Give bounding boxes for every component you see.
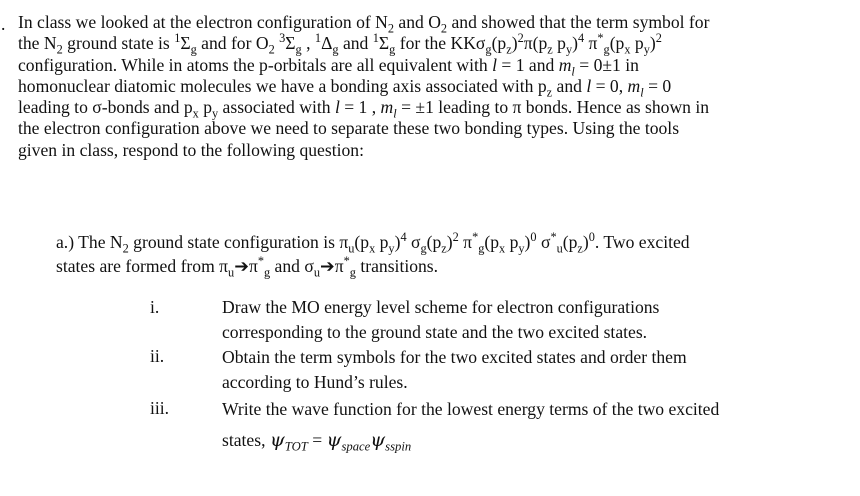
intro-line-1: In class we looked at the electron configuration of $N_2$ and $O_2$ and showed that the term symbol for — [18, 12, 710, 36]
part-a-line-2: states are formed from $\pi_u➔\pi^*_g$ and $\sigma_u➔\pi^*_g$ transitions. — [56, 254, 439, 280]
wavefunction-line: states, $\psi_{TOT} = \psi_{space}\psi_{sspin}$ — [222, 428, 412, 453]
bullet-marker: . — [1, 14, 6, 34]
intro-line-6: the electron configuration above we need to separate these two bonding types. Using the tools — [18, 118, 680, 139]
arrow-right-icon: ➔ — [234, 256, 249, 276]
psi-symbol: ψ — [269, 428, 285, 451]
sub-item-text: Write the wave function for the lowest energy terms of the two excited states, $\psi_{TOT} = \psi_{space}\psi_{sspin}$ — [222, 399, 720, 453]
psi-symbol: ψ — [370, 428, 386, 451]
psi-symbol: ψ — [326, 428, 342, 451]
intro-line-4: homonuclear diatomic molecules we have a bonding axis associated with $p_z$ and l = 0, $m_l = 0$ — [18, 75, 672, 100]
intro-line-3: configuration. While in atoms the p-orbitals are all equivalent with l = 1 and $m_l = 0\pm 1$ in — [18, 54, 639, 79]
sub-item-text: Draw the MO energy level scheme for electron configurations corresponding to the ground state and the two excited states. — [222, 297, 660, 342]
sub-item-number: ii. — [150, 346, 165, 366]
arrow-right-icon: ➔ — [320, 256, 335, 276]
sub-item-number: iii. — [150, 398, 170, 418]
sub-item-number: i. — [150, 297, 160, 317]
intro-line-2: the $N_2$ ground state is $^1\Sigma_g$ and for $O_2$ $^3\Sigma_g$ , $^1\Delta_g$ and $^1\Sigma_g$ for the $KK\sigma_g(p_z)^2\pi(p_z$ $p_y)^4$ $\pi^*_g(p_x$ $p_y)^2$ — [18, 31, 662, 57]
part-a-line-1: a.) The $N_2$ ground state configuration is $\pi_u(p_x$ $p_y)^4$ $\sigma_g(p_z)^2$ $\pi^*_g(p_x$ $p_y)^0$ $\sigma^*_u(p_z)^0$. Two excited — [56, 230, 690, 256]
intro-paragraph — [18, 12, 848, 161]
part-a-question — [56, 230, 846, 278]
intro-line-5: leading to σ-bonds and $p_x$ $p_y$ associated with l = 1 , $m_l = \pm 1$ leading to π bonds. Hence as shown in — [18, 97, 710, 121]
sub-item-text: Obtain the term symbols for the two excited states and order them according to Hund’s rules. — [222, 347, 687, 392]
intro-line-7: given in class, respond to the following question: — [18, 139, 364, 160]
